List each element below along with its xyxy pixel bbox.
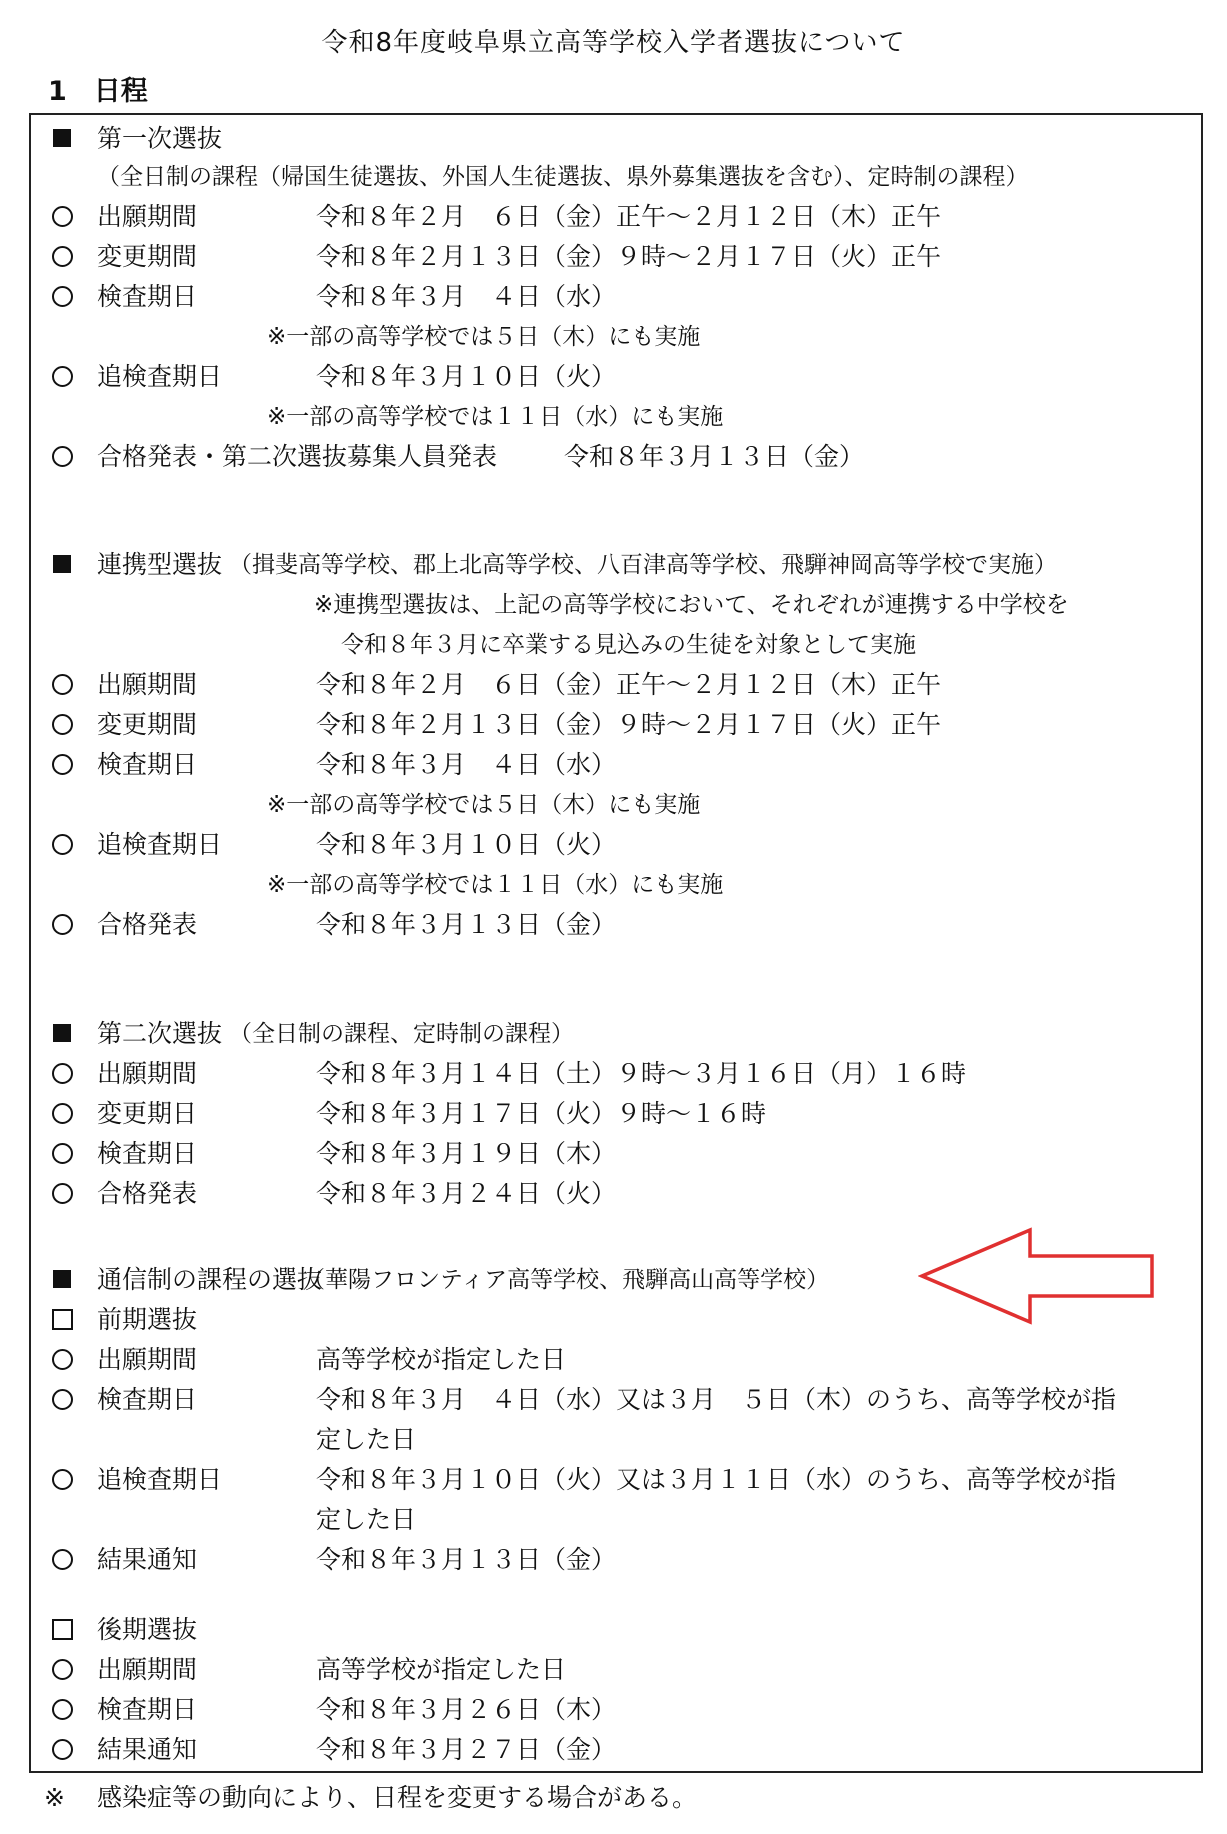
row-value: 高等学校が指定した日 bbox=[316, 1345, 567, 1374]
row-label: 合格発表 bbox=[97, 1179, 198, 1208]
open-circle-icon bbox=[52, 1739, 73, 1760]
linked-note-exam: ※一部の高等学校では５日（木）にも実施 bbox=[267, 792, 701, 818]
open-circle-icon bbox=[52, 1103, 73, 1124]
open-circle-icon bbox=[52, 1659, 73, 1680]
open-circle-icon bbox=[52, 246, 73, 267]
row-label: 検査期日 bbox=[97, 1139, 198, 1168]
first-note-reexam: ※一部の高等学校では１１日（水）にも実施 bbox=[267, 404, 724, 430]
open-circle-icon bbox=[52, 286, 73, 307]
open-circle-icon bbox=[52, 1469, 73, 1490]
row-label: 出願期間 bbox=[97, 670, 198, 699]
row-label: 変更期間 bbox=[97, 710, 198, 739]
filled-square-icon bbox=[53, 1024, 71, 1042]
row-value: 令和８年３月１３日（金） bbox=[564, 442, 865, 471]
first-selection-subheader: （全日制の課程（帰国生徒選抜、外国人生徒選抜、県外募集選抜を含む）、定時制の課程） bbox=[97, 164, 1029, 190]
linked-selection-title: 連携型選抜 bbox=[97, 550, 223, 579]
row-value: 令和８年３月 ４日（水） bbox=[316, 282, 617, 311]
open-circle-icon bbox=[52, 674, 73, 695]
footnote-text: 感染症等の動向により、日程を変更する場合がある。 bbox=[97, 1783, 698, 1812]
row-label: 検査期日 bbox=[97, 1695, 198, 1724]
row-value: 令和８年３月２４日（火） bbox=[316, 1179, 617, 1208]
filled-square-icon bbox=[53, 129, 71, 147]
late-selection-title: 後期選抜 bbox=[97, 1615, 198, 1644]
row-label: 結果通知 bbox=[97, 1545, 198, 1574]
row-value: 令和８年２月１３日（金）９時～２月１７日（火）正午 bbox=[316, 710, 942, 739]
row-label: 検査期日 bbox=[97, 282, 198, 311]
open-circle-icon bbox=[52, 1183, 73, 1204]
section-heading: 1 日程 bbox=[48, 76, 148, 107]
row-value: 令和８年３月１４日（土）９時～３月１６日（月）１６時 bbox=[316, 1059, 967, 1088]
row-label: 追検査期日 bbox=[97, 830, 223, 859]
row-label: 検査期日 bbox=[97, 750, 198, 779]
row-value: 令和８年３月２７日（金） bbox=[316, 1735, 617, 1764]
row-label: 出願期間 bbox=[97, 202, 198, 231]
linked-note-reexam: ※一部の高等学校では１１日（水）にも実施 bbox=[267, 872, 724, 898]
footnote-mark: ※ bbox=[44, 1783, 65, 1812]
open-circle-icon bbox=[52, 446, 73, 467]
open-square-icon bbox=[52, 1619, 73, 1640]
open-circle-icon bbox=[52, 1549, 73, 1570]
linked-note-line2: 令和８年３月に卒業する見込みの生徒を対象として実施 bbox=[341, 632, 916, 658]
row-label: 追検査期日 bbox=[97, 362, 223, 391]
row-value: 令和８年３月２６日（木） bbox=[316, 1695, 617, 1724]
open-square-icon bbox=[52, 1309, 73, 1330]
open-circle-icon bbox=[52, 754, 73, 775]
open-circle-icon bbox=[52, 1389, 73, 1410]
row-value: 高等学校が指定した日 bbox=[316, 1655, 567, 1684]
row-value: 令和８年２月１３日（金）９時～２月１７日（火）正午 bbox=[316, 242, 942, 271]
row-value: 令和８年２月 ６日（金）正午～２月１２日（木）正午 bbox=[316, 670, 942, 699]
filled-square-icon bbox=[53, 1270, 71, 1288]
open-circle-icon bbox=[52, 206, 73, 227]
row-label: 結果通知 bbox=[97, 1735, 198, 1764]
red-left-arrow-icon bbox=[918, 1226, 1158, 1326]
row-value: 令和８年３月１９日（木） bbox=[316, 1139, 617, 1168]
row-value: 令和８年３月 ４日（水）又は３月 ５日（木）のうち、高等学校が指 bbox=[316, 1385, 1117, 1414]
open-circle-icon bbox=[52, 834, 73, 855]
row-label: 変更期間 bbox=[97, 242, 198, 271]
first-selection-title: 第一次選抜 bbox=[97, 124, 223, 153]
row-value: 令和８年３月１３日（金） bbox=[316, 1545, 617, 1574]
open-circle-icon bbox=[52, 714, 73, 735]
row-value: 令和８年２月 ６日（金）正午～２月１２日（木）正午 bbox=[316, 202, 942, 231]
second-selection-title: 第二次選抜 bbox=[97, 1019, 223, 1048]
first-note-exam: ※一部の高等学校では５日（木）にも実施 bbox=[267, 324, 701, 350]
row-value: 令和８年３月１０日（火）又は３月１１日（水）のうち、高等学校が指 bbox=[316, 1465, 1117, 1494]
row-value: 令和８年３月 ４日（水） bbox=[316, 750, 617, 779]
correspondence-selection-subheader: （華陽フロンティア高等学校、飛騨高山高等学校） bbox=[302, 1267, 830, 1293]
row-value: 令和８年３月１０日（火） bbox=[316, 830, 617, 859]
early-selection-title: 前期選抜 bbox=[97, 1305, 198, 1334]
second-selection-subheader: （全日制の課程、定時制の課程） bbox=[229, 1021, 574, 1047]
open-circle-icon bbox=[52, 1063, 73, 1084]
document-title: 令和8年度岐阜県立高等学校入学者選抜について bbox=[321, 28, 906, 58]
row-value: 令和８年３月１０日（火） bbox=[316, 362, 617, 391]
row-value: 令和８年３月１７日（火）９時～１６時 bbox=[316, 1099, 767, 1128]
correspondence-selection-title: 通信制の課程の選抜 bbox=[97, 1265, 323, 1294]
row-label: 合格発表・第二次選抜募集人員発表 bbox=[97, 442, 498, 471]
open-circle-icon bbox=[52, 914, 73, 935]
row-label: 出願期間 bbox=[97, 1345, 198, 1374]
row-label: 出願期間 bbox=[97, 1059, 198, 1088]
early-reexam-continuation: 定した日 bbox=[316, 1505, 417, 1534]
row-value: 令和８年３月１３日（金） bbox=[316, 910, 617, 939]
row-label: 出願期間 bbox=[97, 1655, 198, 1684]
filled-square-icon bbox=[53, 555, 71, 573]
open-circle-icon bbox=[52, 1349, 73, 1370]
open-circle-icon bbox=[52, 366, 73, 387]
linked-selection-subheader: （揖斐高等学校、郡上北高等学校、八百津高等学校、飛騨神岡高等学校で実施） bbox=[229, 552, 1057, 578]
early-exam-continuation: 定した日 bbox=[316, 1425, 417, 1454]
row-label: 追検査期日 bbox=[97, 1465, 223, 1494]
open-circle-icon bbox=[52, 1699, 73, 1720]
row-label: 合格発表 bbox=[97, 910, 198, 939]
open-circle-icon bbox=[52, 1143, 73, 1164]
linked-note-line1: ※連携型選抜は、上記の高等学校において、それぞれが連携する中学校を bbox=[314, 592, 1069, 618]
row-label: 検査期日 bbox=[97, 1385, 198, 1414]
row-label: 変更期日 bbox=[97, 1099, 198, 1128]
